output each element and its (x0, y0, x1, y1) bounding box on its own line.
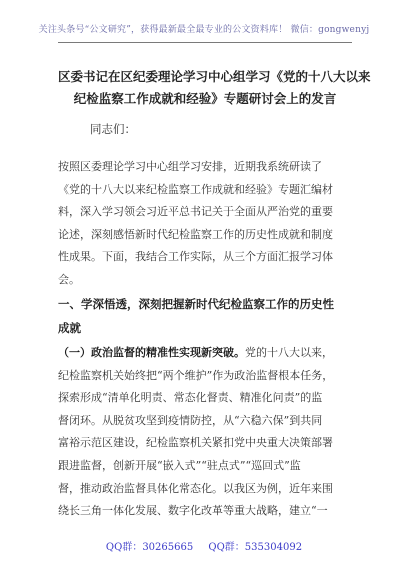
page-header-banner: 关注头条号“公文研究”，获得最新最全最专业的公文资料库！ 微信：gongwenyj (38, 25, 370, 35)
intro-paragraph (58, 156, 358, 291)
title-line-1: 区委书记在区纪委理论学习中心组学习《党的十八大以来 (58, 69, 371, 84)
paragraph-line: 跟进监督，创新开展“嵌入式”“驻点式”“巡回式”监 (58, 458, 301, 472)
qq-group-2: QQ群：535304092 (208, 542, 303, 553)
qq-group-1: QQ群：30265665 (105, 542, 194, 553)
paragraph-first-line (58, 342, 358, 365)
intro-line: 《党的十八大以来纪检监察工作成就和经验》专题汇编材 (58, 182, 333, 196)
paragraph-line: 富裕示范区建设，纪检监察机关紧扣党中央重大决策部署 (58, 436, 333, 450)
subsection-lead: （一）政治监督的精准性实现新突破。 (58, 346, 245, 359)
intro-line: 论述，深刻感悟新时代纪检监察工作的历史性成就和制度 (58, 227, 333, 241)
intro-line: 按照区委理论学习中心组学习安排，近期我系统研读了 (58, 160, 322, 173)
document-title (58, 66, 371, 110)
paragraph-line: 绕长三角一体化发展、数字化改革等重大战略，建立“一 (58, 504, 328, 518)
paragraph-line: 纪检监察机关始终把“两个维护”作为政治监督根本任务， (58, 368, 334, 382)
paragraph-line: 督闭环。从脱贫攻坚到疫情防控，从“六稳六保”到共同 (58, 413, 323, 427)
section-heading-1 (58, 292, 358, 340)
paragraph-line: 督，推动政治监督具体化常态化。以我区为例，近年来围 (58, 481, 333, 495)
intro-line: 会。 (58, 272, 80, 286)
subsection-paragraph-1 (58, 342, 358, 523)
paragraph-line: 探索形成“清单化明责、常态化督责、精准化问责”的监 (58, 391, 323, 405)
intro-line: 性成果。下面，我结合工作实际，从三个方面汇报学习体 (58, 250, 333, 263)
title-line-2: 纪检监察工作成就和经验》专题研讨会上的发言 (73, 91, 337, 106)
first-line-rest: 党的十八大以来， (245, 346, 333, 359)
section-heading-line: 成就 (58, 321, 81, 335)
section-heading-line: 一、学深悟透，深刻把握新时代纪检监察工作的历史性 (58, 297, 334, 311)
salutation: 同志们： (90, 122, 136, 136)
intro-line: 料，深入学习领会习近平总书记关于全面从严治党的重要 (58, 205, 333, 218)
page-footer (0, 538, 408, 553)
header-divider (58, 42, 352, 43)
